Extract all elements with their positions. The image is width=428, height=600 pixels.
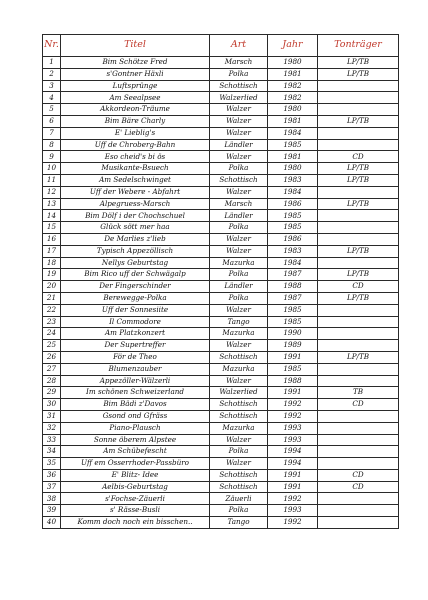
- cell-medium: [318, 257, 399, 269]
- cell-year: 1981: [268, 68, 318, 80]
- cell-nr: 38: [43, 493, 61, 505]
- cell-medium: [318, 434, 399, 446]
- cell-year: 1991: [268, 481, 318, 493]
- cell-nr: 36: [43, 469, 61, 481]
- cell-year: 1984: [268, 257, 318, 269]
- cell-nr: 30: [43, 399, 61, 411]
- cell-year: 1992: [268, 517, 318, 529]
- cell-medium: [318, 446, 399, 458]
- cell-type: Mazurka: [210, 363, 268, 375]
- table-row: [43, 257, 399, 269]
- table-row: [43, 186, 399, 198]
- cell-nr: 39: [43, 505, 61, 517]
- cell-year: 1985: [268, 139, 318, 151]
- cell-nr: 33: [43, 434, 61, 446]
- cell-nr: 2: [43, 68, 61, 80]
- cell-title: De Marlies z'lieb: [61, 233, 210, 245]
- table-row: [43, 517, 399, 529]
- cell-nr: 14: [43, 210, 61, 222]
- table-row: [43, 222, 399, 234]
- cell-nr: 23: [43, 316, 61, 328]
- cell-type: Walzer: [210, 104, 268, 116]
- cell-medium: [318, 139, 399, 151]
- cell-title: För de Theo: [61, 351, 210, 363]
- cell-title: Im schönen Schweizerland: [61, 387, 210, 399]
- cell-title: Uff em Osserrhoder-Passbüro: [61, 458, 210, 470]
- cell-title: Sonne öberem Alpstee: [61, 434, 210, 446]
- table-row: [43, 399, 399, 411]
- cell-title: Berewegge-Polka: [61, 292, 210, 304]
- table-row: [43, 245, 399, 257]
- cell-type: Polka: [210, 222, 268, 234]
- cell-nr: 6: [43, 115, 61, 127]
- cell-type: Tango: [210, 517, 268, 529]
- cell-title: s'Fochse-Zäuerli: [61, 493, 210, 505]
- table-row: [43, 375, 399, 387]
- cell-nr: 8: [43, 139, 61, 151]
- cell-year: 1984: [268, 127, 318, 139]
- table-row: [43, 387, 399, 399]
- cell-title: Appezöller-Wälzerli: [61, 375, 210, 387]
- cell-year: 1989: [268, 340, 318, 352]
- cell-type: Walzer: [210, 245, 268, 257]
- cell-title: E' Lieblig's: [61, 127, 210, 139]
- cell-nr: 17: [43, 245, 61, 257]
- cell-nr: 5: [43, 104, 61, 116]
- table-row: [43, 139, 399, 151]
- table-row: [43, 281, 399, 293]
- cell-nr: 26: [43, 351, 61, 363]
- table-row: [43, 151, 399, 163]
- cell-year: 1990: [268, 328, 318, 340]
- cell-nr: 18: [43, 257, 61, 269]
- table-row: [43, 469, 399, 481]
- cell-nr: 28: [43, 375, 61, 387]
- cell-medium: [318, 422, 399, 434]
- cell-title: Bim Bäre Charly: [61, 115, 210, 127]
- cell-title: Glück sött mer haa: [61, 222, 210, 234]
- cell-type: Polka: [210, 292, 268, 304]
- header-nr: Nr.: [43, 35, 61, 57]
- cell-title: Alpegruess-Marsch: [61, 198, 210, 210]
- cell-nr: 15: [43, 222, 61, 234]
- table-row: [43, 269, 399, 281]
- cell-title: Il Commodore: [61, 316, 210, 328]
- table-row: [43, 351, 399, 363]
- cell-year: 1993: [268, 434, 318, 446]
- cell-type: Schottisch: [210, 399, 268, 411]
- cell-title: Bim Rico uff der Schwägalp: [61, 269, 210, 281]
- cell-title: Luftsprünge: [61, 80, 210, 92]
- table-body: [43, 57, 399, 529]
- cell-nr: 3: [43, 80, 61, 92]
- cell-nr: 34: [43, 446, 61, 458]
- cell-medium: [318, 328, 399, 340]
- cell-nr: 37: [43, 481, 61, 493]
- table-row: [43, 80, 399, 92]
- cell-year: 1988: [268, 375, 318, 387]
- table-row: [43, 127, 399, 139]
- cell-type: Schottisch: [210, 481, 268, 493]
- cell-year: 1985: [268, 304, 318, 316]
- cell-type: Polka: [210, 446, 268, 458]
- cell-nr: 22: [43, 304, 61, 316]
- cell-type: Mazurka: [210, 422, 268, 434]
- cell-type: Mazurka: [210, 328, 268, 340]
- cell-nr: 27: [43, 363, 61, 375]
- header-title: Titel: [61, 35, 210, 57]
- cell-medium: CD: [318, 469, 399, 481]
- cell-type: Walzer: [210, 375, 268, 387]
- cell-year: 1991: [268, 351, 318, 363]
- cell-medium: TB: [318, 387, 399, 399]
- cell-nr: 4: [43, 92, 61, 104]
- cell-medium: LP/TB: [318, 163, 399, 175]
- table-row: [43, 163, 399, 175]
- table-row: [43, 493, 399, 505]
- cell-year: 1993: [268, 505, 318, 517]
- cell-year: 1980: [268, 163, 318, 175]
- cell-title: Am Sedelschwinget: [61, 174, 210, 186]
- cell-nr: 10: [43, 163, 61, 175]
- cell-year: 1984: [268, 186, 318, 198]
- cell-year: 1987: [268, 269, 318, 281]
- cell-nr: 12: [43, 186, 61, 198]
- cell-year: 1983: [268, 245, 318, 257]
- table-row: [43, 198, 399, 210]
- cell-nr: 24: [43, 328, 61, 340]
- table-row: [43, 505, 399, 517]
- cell-title: Eso cheid's bi ös: [61, 151, 210, 163]
- cell-type: Polka: [210, 269, 268, 281]
- cell-type: Walzer: [210, 151, 268, 163]
- cell-title: Am Seealpsee: [61, 92, 210, 104]
- cell-medium: LP/TB: [318, 115, 399, 127]
- cell-type: Walzer: [210, 127, 268, 139]
- cell-nr: 7: [43, 127, 61, 139]
- cell-title: Komm doch noch ein bisschen..: [61, 517, 210, 529]
- cell-medium: [318, 340, 399, 352]
- cell-year: 1983: [268, 174, 318, 186]
- cell-type: Walzer: [210, 434, 268, 446]
- table-row: [43, 174, 399, 186]
- cell-type: Schottisch: [210, 174, 268, 186]
- cell-medium: [318, 375, 399, 387]
- table-row: [43, 115, 399, 127]
- cell-year: 1980: [268, 57, 318, 69]
- cell-type: Polka: [210, 163, 268, 175]
- table-row: [43, 458, 399, 470]
- table-row: [43, 92, 399, 104]
- cell-title: Der Fingerschinder: [61, 281, 210, 293]
- cell-nr: 29: [43, 387, 61, 399]
- cell-title: Am Schübefescht: [61, 446, 210, 458]
- cell-year: 1994: [268, 458, 318, 470]
- cell-medium: [318, 517, 399, 529]
- cell-nr: 32: [43, 422, 61, 434]
- cell-type: Tango: [210, 316, 268, 328]
- cell-medium: [318, 233, 399, 245]
- cell-medium: [318, 92, 399, 104]
- table-header-row: [43, 35, 399, 57]
- cell-nr: 21: [43, 292, 61, 304]
- cell-nr: 16: [43, 233, 61, 245]
- cell-type: Walzer: [210, 458, 268, 470]
- table-row: [43, 422, 399, 434]
- cell-medium: LP/TB: [318, 68, 399, 80]
- header-type: Art: [210, 35, 268, 57]
- cell-nr: 19: [43, 269, 61, 281]
- header-medium: Tonträger: [318, 35, 399, 57]
- cell-title: s' Rässe-Busli: [61, 505, 210, 517]
- cell-type: Polka: [210, 68, 268, 80]
- cell-nr: 11: [43, 174, 61, 186]
- cell-medium: [318, 104, 399, 116]
- table-row: [43, 304, 399, 316]
- cell-medium: [318, 127, 399, 139]
- cell-medium: LP/TB: [318, 174, 399, 186]
- cell-type: Ländler: [210, 210, 268, 222]
- cell-year: 1988: [268, 281, 318, 293]
- cell-year: 1982: [268, 92, 318, 104]
- cell-medium: CD: [318, 281, 399, 293]
- cell-type: Marsch: [210, 198, 268, 210]
- cell-medium: [318, 304, 399, 316]
- cell-year: 1981: [268, 115, 318, 127]
- cell-nr: 40: [43, 517, 61, 529]
- cell-type: Walzer: [210, 340, 268, 352]
- cell-medium: LP/TB: [318, 351, 399, 363]
- song-list-table: [42, 34, 399, 529]
- cell-year: 1993: [268, 422, 318, 434]
- cell-year: 1980: [268, 104, 318, 116]
- cell-medium: LP/TB: [318, 245, 399, 257]
- cell-year: 1985: [268, 316, 318, 328]
- cell-medium: LP/TB: [318, 57, 399, 69]
- table-row: [43, 233, 399, 245]
- cell-medium: [318, 505, 399, 517]
- cell-type: Ländler: [210, 281, 268, 293]
- cell-title: Uff de Chroberg-Bahn: [61, 139, 210, 151]
- cell-type: Zäuerli: [210, 493, 268, 505]
- cell-medium: LP/TB: [318, 198, 399, 210]
- cell-type: Schottisch: [210, 80, 268, 92]
- cell-title: Uff der Webere - Abfahrt: [61, 186, 210, 198]
- cell-year: 1985: [268, 363, 318, 375]
- cell-medium: LP/TB: [318, 269, 399, 281]
- cell-title: Aelbis-Geburtstag: [61, 481, 210, 493]
- cell-medium: [318, 222, 399, 234]
- cell-title: Musikante-Bsuech: [61, 163, 210, 175]
- cell-medium: CD: [318, 481, 399, 493]
- cell-medium: [318, 410, 399, 422]
- table-row: [43, 340, 399, 352]
- table-row: [43, 292, 399, 304]
- cell-type: Mazurka: [210, 257, 268, 269]
- cell-title: Akkordeon-Träume: [61, 104, 210, 116]
- cell-medium: [318, 316, 399, 328]
- cell-title: s'Gontner Häxli: [61, 68, 210, 80]
- cell-year: 1992: [268, 410, 318, 422]
- table-row: [43, 446, 399, 458]
- cell-title: Am Platzkonzert: [61, 328, 210, 340]
- cell-title: Nellys Geburtstag: [61, 257, 210, 269]
- cell-type: Walzerlied: [210, 387, 268, 399]
- cell-type: Walzer: [210, 304, 268, 316]
- cell-title: Bim Schötze Fred: [61, 57, 210, 69]
- cell-year: 1994: [268, 446, 318, 458]
- cell-type: Walzer: [210, 233, 268, 245]
- cell-medium: [318, 363, 399, 375]
- cell-year: 1985: [268, 210, 318, 222]
- cell-medium: [318, 493, 399, 505]
- cell-nr: 35: [43, 458, 61, 470]
- cell-title: Piano-Plausch: [61, 422, 210, 434]
- cell-medium: [318, 186, 399, 198]
- cell-year: 1986: [268, 233, 318, 245]
- cell-medium: LP/TB: [318, 292, 399, 304]
- cell-title: Der Supertreffer: [61, 340, 210, 352]
- cell-type: Schottisch: [210, 469, 268, 481]
- cell-year: 1987: [268, 292, 318, 304]
- cell-nr: 20: [43, 281, 61, 293]
- cell-year: 1982: [268, 80, 318, 92]
- cell-medium: CD: [318, 399, 399, 411]
- cell-nr: 9: [43, 151, 61, 163]
- table-row: [43, 104, 399, 116]
- cell-type: Schottisch: [210, 351, 268, 363]
- cell-title: Bim Bädi z'Davos: [61, 399, 210, 411]
- cell-title: Uff der Sonnesiite: [61, 304, 210, 316]
- cell-title: Blumenzauber: [61, 363, 210, 375]
- cell-nr: 25: [43, 340, 61, 352]
- cell-title: E' Blitz- Idee: [61, 469, 210, 481]
- cell-type: Walzerlied: [210, 92, 268, 104]
- cell-type: Polka: [210, 505, 268, 517]
- table-row: [43, 328, 399, 340]
- table-row: [43, 363, 399, 375]
- cell-year: 1981: [268, 151, 318, 163]
- cell-title: Gsond ond Gfräss: [61, 410, 210, 422]
- cell-nr: 1: [43, 57, 61, 69]
- cell-year: 1991: [268, 469, 318, 481]
- cell-title: Typisch Appezöllisch: [61, 245, 210, 257]
- table-row: [43, 434, 399, 446]
- table-row: [43, 410, 399, 422]
- cell-type: Walzer: [210, 115, 268, 127]
- cell-nr: 13: [43, 198, 61, 210]
- table-row: [43, 68, 399, 80]
- cell-type: Ländler: [210, 139, 268, 151]
- table-row: [43, 210, 399, 222]
- cell-medium: [318, 210, 399, 222]
- cell-year: 1985: [268, 222, 318, 234]
- cell-medium: [318, 80, 399, 92]
- cell-type: Walzer: [210, 186, 268, 198]
- table-row: [43, 57, 399, 69]
- cell-medium: [318, 458, 399, 470]
- header-year: Jahr: [268, 35, 318, 57]
- cell-nr: 31: [43, 410, 61, 422]
- cell-type: Marsch: [210, 57, 268, 69]
- cell-year: 1992: [268, 493, 318, 505]
- table-row: [43, 481, 399, 493]
- cell-year: 1992: [268, 399, 318, 411]
- cell-medium: CD: [318, 151, 399, 163]
- cell-title: Bim Dölf i der Chochschuel: [61, 210, 210, 222]
- table-row: [43, 316, 399, 328]
- cell-year: 1991: [268, 387, 318, 399]
- cell-type: Schottisch: [210, 410, 268, 422]
- cell-year: 1986: [268, 198, 318, 210]
